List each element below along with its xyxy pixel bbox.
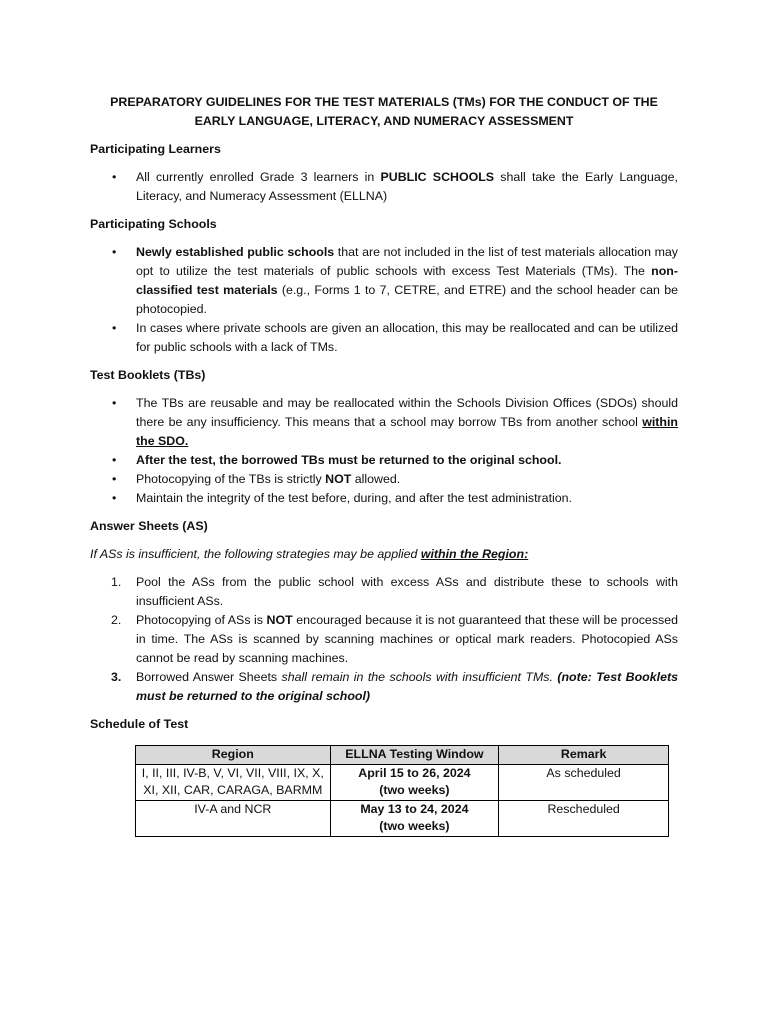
- region-cell: IV-A and NCR: [136, 800, 331, 836]
- bullet-icon: •: [112, 245, 117, 259]
- section-schedule: [90, 715, 678, 837]
- table-row: [136, 764, 669, 800]
- section-participating-schools: [90, 215, 678, 357]
- section-answer-sheets: [90, 517, 678, 706]
- list-item: 3. Borrowed Answer Sheets shall remain in the schools with insufficient TMs. (note: Test Booklets must be returned to the original school): [111, 670, 678, 703]
- section-test-booklets: [90, 366, 678, 508]
- bullet-icon: •: [112, 491, 117, 505]
- list-item: • Photocopying of the TBs is strictly NOT allowed.: [90, 470, 678, 489]
- list-item: 2. Photocopying of ASs is NOT encouraged because it is not guaranteed that these will be processed in time. The ASs is scanned by scanning machines or optical mark readers. Photocopied ASs cannot be read by scanning machines.: [111, 613, 678, 665]
- column-header-testing-window: ELLNA Testing Window: [330, 746, 499, 765]
- section-heading: Participating Schools: [90, 217, 217, 231]
- bullet-icon: •: [112, 321, 117, 335]
- section-heading: Test Booklets (TBs): [90, 368, 206, 382]
- list-item: • After the test, the borrowed TBs must be returned to the original school.: [90, 451, 678, 470]
- list-item: • Newly established public schools that are not included in the list of test materials allocation may opt to utilize the test materials of public schools with excess Test Materials (TMs). The non-classified test materials (e.g., Forms 1 to 7, CETRE, and ETRE) and the school header can be photocopied.: [112, 245, 678, 316]
- list-item: • The TBs are reusable and may be reallocated within the Schools Division Offices (SDOs) should there be any insufficiency. This means that a school may borrow TBs from another school within the SDO.: [112, 396, 678, 448]
- list-number: 1.: [111, 575, 122, 589]
- bullet-icon: •: [112, 170, 117, 184]
- column-header-region: Region: [136, 746, 331, 765]
- table-row: [136, 800, 669, 836]
- list-number: 2.: [111, 613, 122, 627]
- section-heading: Participating Learners: [90, 142, 221, 156]
- list-item: • Maintain the integrity of the test before, during, and after the test administration.: [90, 489, 678, 508]
- table-header-row: [136, 746, 669, 765]
- list-item: 1. Pool the ASs from the public school with excess ASs and distribute these to schools with insufficient ASs.: [111, 575, 678, 608]
- numbered-list: [90, 573, 678, 706]
- list-item: • All currently enrolled Grade 3 learners in PUBLIC SCHOOLS shall take the Early Language, Literacy, and Numeracy Assessment (ELLNA): [112, 170, 678, 203]
- bullet-list: [90, 394, 678, 508]
- section-participating-learners: [90, 140, 678, 206]
- section-heading: Schedule of Test: [90, 717, 189, 731]
- testing-window-cell: May 13 to 24, 2024 (two weeks): [330, 800, 499, 836]
- testing-window-cell: April 15 to 26, 2024 (two weeks): [330, 764, 499, 800]
- list-item: • In cases where private schools are given an allocation, this may be reallocated and can be utilized for public schools with a lack of TMs.: [112, 321, 678, 354]
- remark-cell: As scheduled: [499, 764, 669, 800]
- list-number: 3.: [111, 670, 122, 684]
- column-header-remark: Remark: [499, 746, 669, 765]
- answer-sheets-intro: If ASs is insufficient, the following strategies may be applied within the Region:: [90, 547, 529, 561]
- bullet-icon: •: [112, 453, 117, 467]
- region-cell: I, II, III, IV-B, V, VI, VII, VIII, IX, X, XI, XII, CAR, CARAGA, BARMM: [136, 764, 331, 800]
- remark-cell: Rescheduled: [499, 800, 669, 836]
- bullet-icon: •: [112, 396, 117, 410]
- bullet-list: [90, 168, 678, 206]
- section-heading: Answer Sheets (AS): [90, 519, 208, 533]
- bullet-list: [90, 243, 678, 357]
- document-title: PREPARATORY GUIDELINES FOR THE TEST MATERIALS (TMs) FOR THE CONDUCT OF THE EARLY LANGUAGE, LITERACY, AND NUMERACY ASSESSMENT: [110, 95, 658, 128]
- bullet-icon: •: [112, 472, 117, 486]
- schedule-table: [135, 745, 669, 837]
